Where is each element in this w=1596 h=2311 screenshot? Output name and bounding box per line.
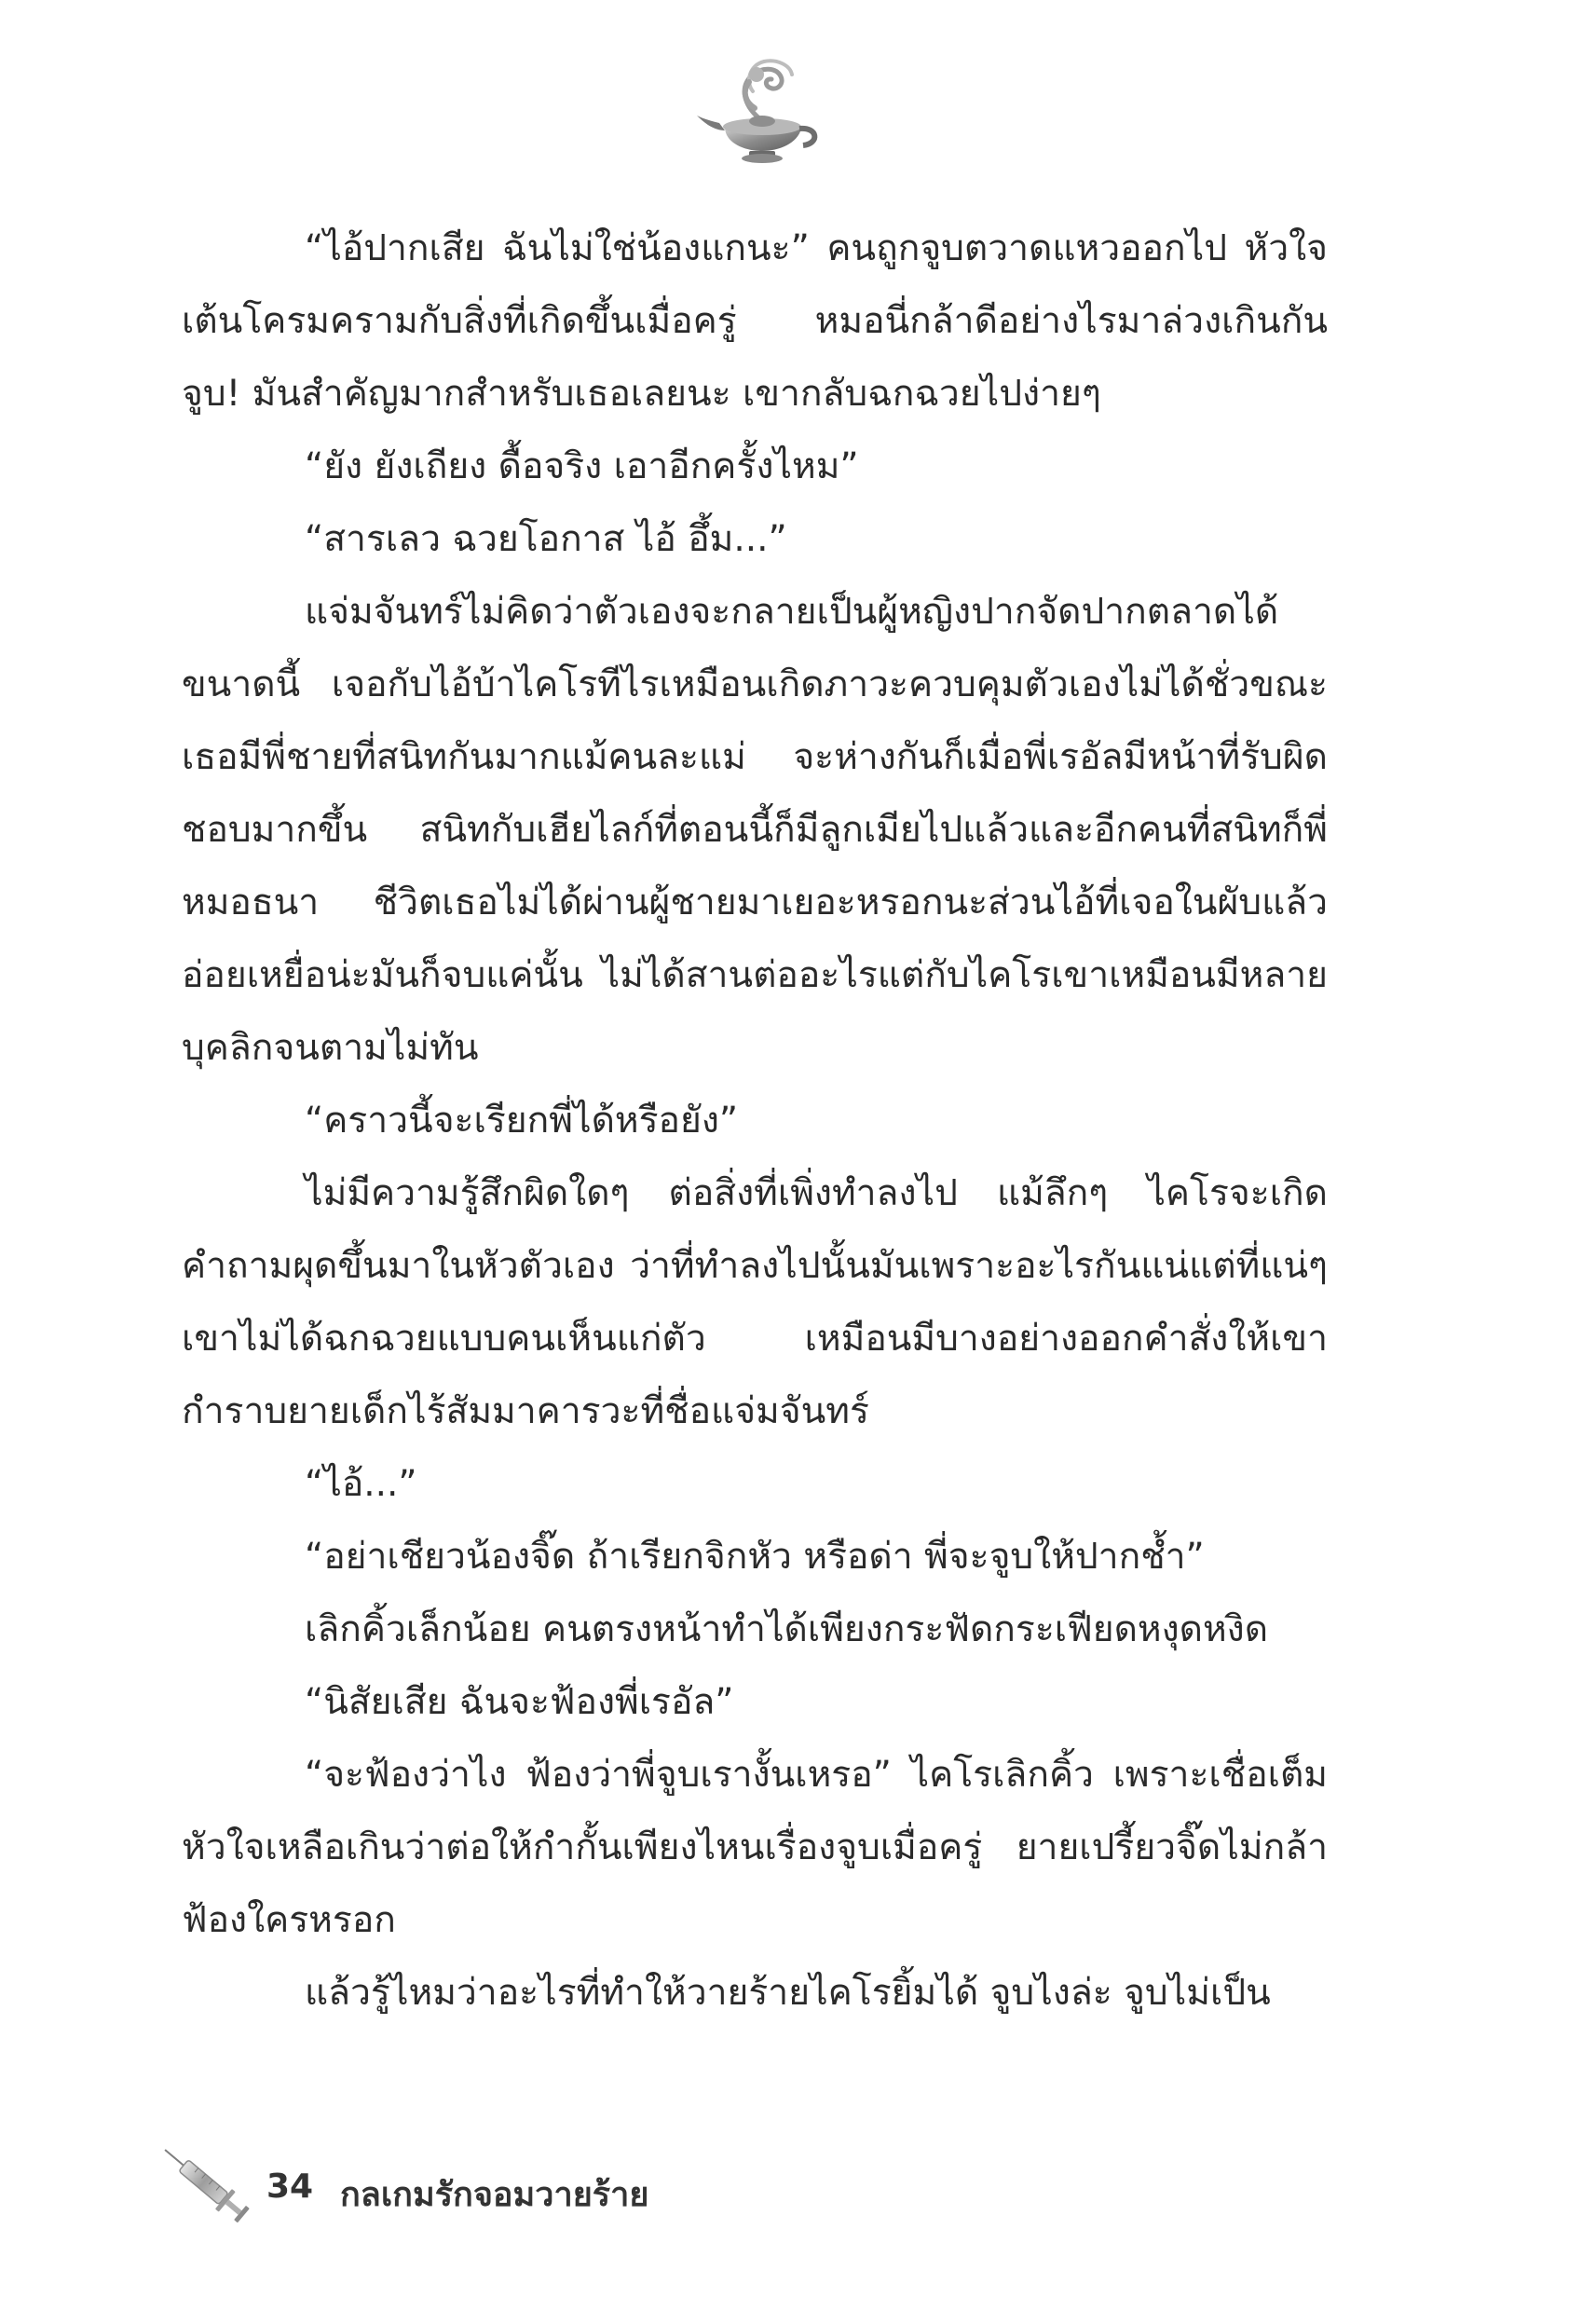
- paragraph: “อย่าเชียวน้องจิ๊ด ถ้าเรียกจิกหัว หรือด่า พี่จะจูบให้ปากช้ำ”: [305, 1536, 1205, 1578]
- paragraph: แจ่มจันทร์ไม่คิดว่าตัวเองจะกลายเป็นผู้หญิงปากจัดปากตลาดได้ขนาดนี้ เจอกับไอ้บ้าไคโรทีไรเหมือนเกิดภาวะควบคุมตัวเองไม่ได้ชั่วขณะ เธอมีพี่ชายที่สนิทกันมากแม้คนละแม่ จะห่างกันก็เมื่อพี่เรอัลมีหน้าที่รับผิดชอบมากขึ้น สนิทกับเฮียไลก์ที่ตอนนี้ก็มีลูกเมียไปแล้วและอีกคนที่สนิทก็พี่หมอธนา ชีวิตเธอไม่ได้ผ่านผู้ชายมาเยอะหรอกนะส่วนไอ้ที่เจอในผับแล้วอ่อยเหยื่อน่ะมันก็จบแค่นั้น ไม่ได้สานต่ออะไรแต่กับไคโรเขาเหมือนมีหลายบุคลิกจนตามไม่ทัน: [182, 591, 1328, 1069]
- genie-lamp-icon: [688, 54, 827, 166]
- paragraph: “ไอ้ปากเสีย ฉันไม่ใช่น้องแกนะ” คนถูกจูบตวาดแหวออกไป หัวใจเต้นโครมครามกับสิ่งที่เกิดขึ้นเมื่อครู่ หมอนี่กล้าดีอย่างไรมาล่วงเกินกัน จูบ! มันสำคัญมากสำหรับเธอเลยนะ เขากลับฉกฉวยไปง่ายๆ: [182, 227, 1328, 415]
- paragraph: เลิกคิ้วเล็กน้อย คนตรงหน้าทำได้เพียงกระฟัดกระเฟียดหงุดหงิด: [305, 1608, 1269, 1650]
- book-title: กลเกมรักจอมวายร้าย: [340, 2176, 649, 2214]
- page-number: 34: [266, 2167, 314, 2206]
- page-footer: [149, 2132, 988, 2235]
- paragraph: “ไอ้...”: [305, 1463, 417, 1505]
- paragraph: แล้วรู้ไหมว่าอะไรที่ทำให้วายร้ายไคโรยิ้มได้ จูบไงล่ะ จูบไม่เป็น: [305, 1972, 1271, 2014]
- paragraph: “สารเลว ฉวยโอกาส ไอ้ อึ้ม...”: [305, 518, 787, 560]
- paragraph: “คราวนี้จะเรียกพี่ได้หรือยัง”: [305, 1100, 739, 1142]
- paragraph: ไม่มีความรู้สึกผิดใดๆ ต่อสิ่งที่เพิ่งทำลงไป แม้ลึกๆ ไคโรจะเกิดคำถามผุดขึ้นมาในหัวตัวเอง ว่าที่ทำลงไปนั้นมันเพราะอะไรกันแน่แต่ที่แน่ๆ เขาไม่ได้ฉกฉวยแบบคนเห็นแก่ตัว เหมือนมีบางอย่างออกคำสั่งให้เขากำราบยายเด็กไร้สัมมาคารวะที่ชื่อแจ่มจันทร์: [182, 1172, 1328, 1432]
- syringe-icon: [149, 2132, 261, 2235]
- story-text: [182, 212, 1328, 2030]
- paragraph: “จะฟ้องว่าไง ฟ้องว่าพี่จูบเรางั้นเหรอ” ไคโรเลิกคิ้ว เพราะเชื่อเต็มหัวใจเหลือเกินว่าต่อให้กำกั้นเพียงไหนเรื่องจูบเมื่อครู่ ยายเปรี้ยวจิ๊ดไม่กล้าฟ้องใครหรอก: [182, 1754, 1328, 1941]
- paragraph: “นิสัยเสีย ฉันจะฟ้องพี่เรอัล”: [305, 1681, 734, 1723]
- paragraph: “ยัง ยังเถียง ดื้อจริง เอาอีกครั้งไหม”: [305, 445, 859, 487]
